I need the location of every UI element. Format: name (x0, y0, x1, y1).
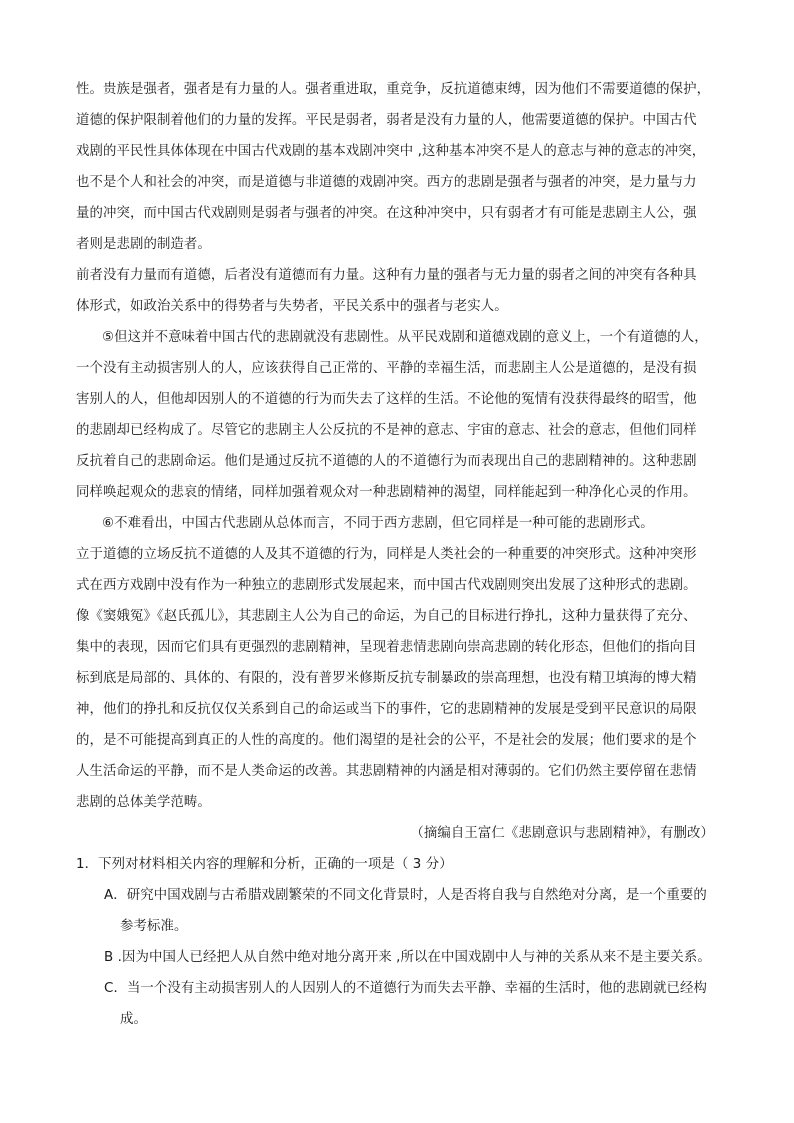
option-c-continuation: 成。 (120, 1012, 147, 1027)
article-body (76, 74, 742, 818)
body-line: 戏剧的平民性具体体现在中国古代戏剧的基本戏剧冲突中 ,这种基本冲突不是人的意志与神的意志的冲突， (76, 144, 706, 159)
body-line: 前者没有力量而有道德，后者没有道德而有力量。这种有力量的强者与无力量的弱者之间的冲突有各种具 (76, 268, 697, 283)
body-line: 集中的表现，因而它们具有更强烈的悲剧精神，呈现着悲情悲剧向崇高悲剧的转化形态，但他们的指向目 (76, 640, 697, 655)
body-line: 标到底是局部的、具体的、有限的，没有普罗米修斯反抗专制暴政的崇高理想，也没有精卫填海的博大精 (76, 671, 697, 686)
body-line: 像《窦娥冤》《赵氏孤儿》，其悲剧主人公为自己的命运，为自己的目标进行挣扎，这种力量获得了充分、 (76, 609, 697, 624)
body-line: 神，他们的挣扎和反抗仅仅关系到自己的命运或当下的事件，它的悲剧精神的发展是受到平民意识的局限 (76, 702, 697, 717)
option-a: A．研究中国戏剧与古希腊戏剧繁荣的不同文化背景时，人是否将自我与自然绝对分离，是一个重要的 (104, 888, 707, 903)
paragraph-6-start: ⑥不难看出，中国古代悲剧从总体而言，不同于西方悲剧，但它同样是一种可能的悲剧形式。 (102, 516, 654, 531)
body-line: 人生活命运的平静，而不是人类命运的改善。其悲剧精神的内涵是相对薄弱的。它们仍然主要停留在悲情 (76, 764, 697, 779)
body-line: 的，是不可能提高到真正的人性的高度的。他们渴望的是社会的公平，不是社会的发展；他们要求的是个 (76, 733, 697, 748)
body-line: 道德的保护限制着他们的力量的发挥。平民是弱者，弱者是没有力量的人，他需要道德的保护。中国古代 (76, 113, 697, 128)
body-line: 害别人的人，但他却因别人的不道德的行为而失去了这样的生活。不论他的冤情有没获得最终的昭雪，他 (76, 392, 697, 407)
source-citation: （摘编自王富仁《悲剧意识与悲剧精神》，有删改） (410, 826, 714, 841)
option-a-continuation: 参考标准。 (120, 919, 188, 934)
body-line: 体形式，如政治关系中的得势者与失势者，平民关系中的强者与老实人。 (76, 299, 508, 314)
body-line: 性。贵族是强者，强者是有力量的人。强者重进取，重竞争，反抗道德束缚，因为他们不需要道德的保护， (76, 82, 711, 97)
body-line: 式在西方戏剧中没有作为一种独立的悲剧形式发展起来，而中国古代戏剧则突出发展了这种形式的悲剧。 (76, 578, 697, 593)
option-b: B .因为中国人已经把人从自然中绝对地分离开来 ,所以在中国戏剧中人与神的关系从来不是主要关系。 (104, 950, 711, 965)
body-line: 者则是悲剧的制造者。 (76, 237, 211, 252)
body-line: 同样唤起观众的悲哀的情绪，同样加强着观众对一种悲剧精神的渴望，同样能起到一种净化心灵的作用。 (76, 485, 697, 500)
document-page (76, 74, 742, 1035)
paragraph-5-start: ⑤但这并不意味着中国古代的悲剧就没有悲剧性。从平民戏剧和道德戏剧的意义上，一个有道德的人， (102, 330, 708, 345)
body-line: 立于道德的立场反抗不道德的人及其不道德的行为，同样是人类社会的一种重要的冲突形式。这种冲突形 (76, 547, 697, 562)
question-stem: 1．下列对材料相关内容的理解和分析，正确的一项是（ 3 分） (76, 857, 453, 872)
body-line: 反抗着自己的悲剧命运。他们是通过反抗不道德的人的不道德行为而表现出自己的悲剧精神的。这种悲剧 (76, 454, 697, 469)
option-c: C．当一个没有主动损害别人的人因别人的不道德行为而失去平静、幸福的生活时，他的悲剧就已经构 (104, 981, 708, 996)
body-line: 量的冲突，而中国古代戏剧则是弱者与强者的冲突。在这种冲突中，只有弱者才有可能是悲剧主人公，强 (76, 206, 697, 221)
body-line: 的悲剧却已经构成了。尽管它的悲剧主人公反抗的不是神的意志、宇宙的意志、社会的意志，但他们同样 (76, 423, 697, 438)
question-block (76, 849, 742, 1035)
body-line: 也不是个人和社会的冲突，而是道德与非道德的戏剧冲突。西方的悲剧是强者与强者的冲突，是力量与力 (76, 175, 697, 190)
body-line: 悲剧的总体美学范畴。 (76, 795, 211, 810)
body-line: 一个没有主动损害别人的人，应该获得自己正常的、平静的幸福生活，而悲剧主人公是道德的，是没有损 (76, 361, 697, 376)
